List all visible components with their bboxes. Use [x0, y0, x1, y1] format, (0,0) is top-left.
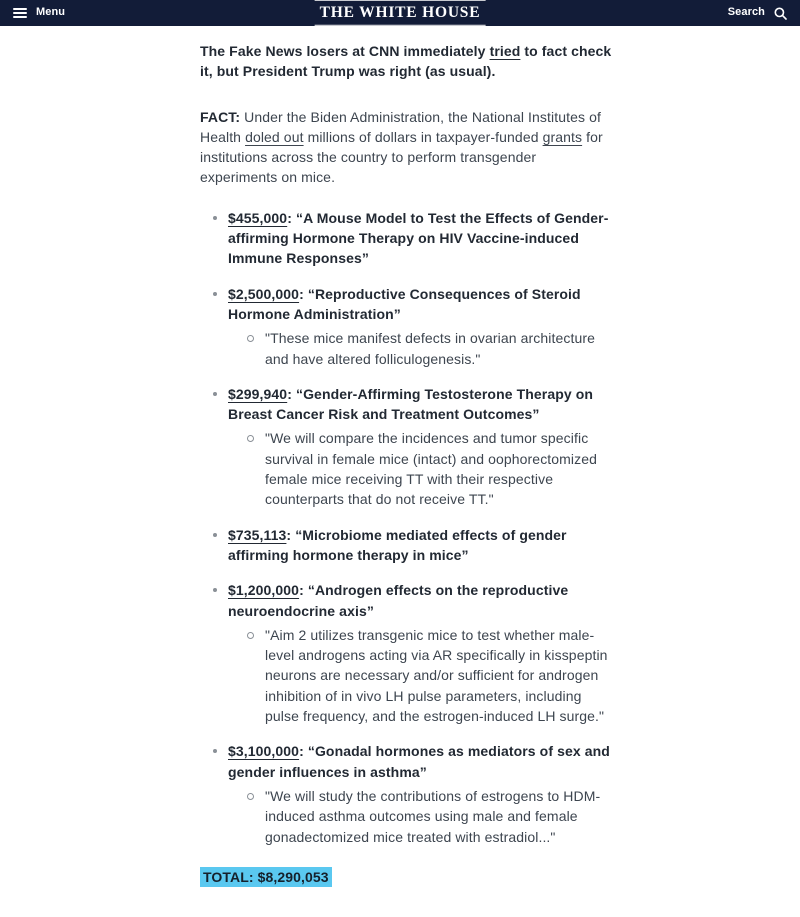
fact-paragraph [200, 107, 616, 188]
grant-title: “Gonadal hormones as mediators of sex and gender influences in asthma” [228, 743, 610, 780]
grant-item [228, 208, 616, 269]
intro-paragraph [200, 41, 616, 82]
grant-quote: "These mice manifest defects in ovarian architecture and have altered folliculogenesis." [265, 328, 616, 369]
total-line [200, 867, 616, 887]
grant-amount-link[interactable]: $1,200,000 [228, 582, 300, 599]
grant-item [228, 525, 616, 566]
page-content [0, 26, 800, 917]
colon-separator: : [299, 582, 308, 599]
intro-text-2: to fact check it, but President Trump was right (as usual). [200, 43, 612, 80]
colon-separator: : [299, 743, 308, 760]
grant-item [228, 580, 616, 726]
grant-amount-link[interactable]: $3,100,000 [228, 743, 300, 760]
search-button[interactable] [728, 5, 787, 21]
grant-title: “Gender-Affirming Testosterone Therapy on Breast Cancer Risk and Treatment Outcomes” [228, 385, 594, 423]
grant-amount-link[interactable]: $455,000 [228, 209, 288, 226]
fact-text-2: millions of dollars in taxpayer-funded [303, 128, 543, 145]
grant-quote-list [228, 328, 616, 369]
menu-label: Menu [36, 6, 66, 19]
colon-separator: : [299, 285, 308, 302]
grant-title: “Microbiome mediated effects of gender affirming hormone therapy in mice” [228, 526, 567, 563]
fact-text-1: Under the Biden Administration, the National Institutes of Health [200, 108, 601, 145]
grant-item [228, 741, 616, 846]
total-highlight: TOTAL: $8,290,053 [200, 867, 332, 887]
grant-title: “Androgen effects on the reproductive neuroendocrine axis” [228, 582, 569, 619]
grant-title: “Reproductive Consequences of Steroid Hormone Administration” [228, 285, 581, 322]
colon-separator: : [287, 209, 296, 226]
grants-link[interactable]: grants [542, 128, 583, 145]
colon-separator: : [286, 526, 296, 543]
grant-amount-link[interactable]: $299,940 [228, 385, 288, 402]
grant-quote: "Aim 2 utilizes transgenic mice to test whether male-level androgens acting via AR specifically in kisspeptin neurons are necessary and/or sufficient for androgen inhibition of in vivo LH pulse parameters, including pulse frequency, and the estrogen-induced LH surge." [265, 625, 616, 726]
fact-label: FACT: [200, 108, 241, 125]
grants-list [200, 208, 616, 847]
search-icon [774, 7, 787, 20]
grant-item [228, 284, 616, 369]
grant-title: “A Mouse Model to Test the Effects of Gender-affirming Hormone Therapy on HIV Vaccine-induced Immune Responses” [228, 209, 609, 267]
grant-amount-link[interactable]: $735,113 [228, 526, 287, 543]
grant-amount-link[interactable]: $2,500,000 [228, 285, 300, 302]
site-header [0, 0, 800, 26]
grant-quote-list [228, 786, 616, 847]
doled-out-link[interactable]: doled out [245, 128, 304, 145]
grant-quote-list [228, 625, 616, 726]
search-label: Search [727, 6, 765, 19]
intro-text-1: The Fake News losers at CNN immediately [200, 43, 490, 59]
menu-button[interactable] [13, 5, 65, 21]
fact-text-3: for institutions across the country to perform transgender experiments on mice. [200, 128, 603, 186]
tried-link[interactable]: tried [489, 43, 521, 59]
colon-separator: : [287, 385, 296, 402]
site-logo[interactable]: THE WHITE HOUSE [315, 0, 486, 26]
hamburger-icon [13, 8, 27, 18]
grant-item [228, 384, 616, 510]
grant-quote-list [228, 428, 616, 509]
grant-quote: "We will study the contributions of estrogens to HDM-induced asthma outcomes using male and female gonadectomized mice treated with estradiol..." [265, 786, 616, 847]
grant-quote: "We will compare the incidences and tumor specific survival in female mice (intact) and oophorectomized female mice receiving TT with their respective counterparts that do not receive TT." [265, 428, 616, 509]
